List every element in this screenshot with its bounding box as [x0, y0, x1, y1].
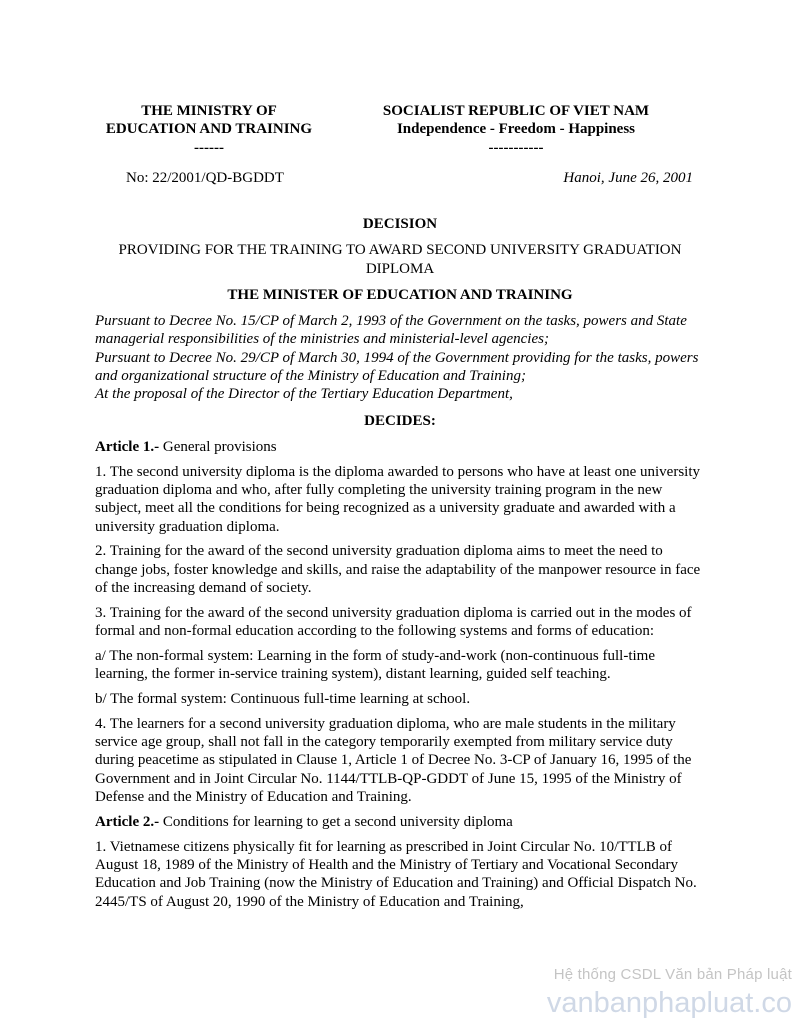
preamble-line: Pursuant to Decree No. 29/CP of March 30, 1994 of the Government providing for the tasks, powers and organizational structure of the Ministry of Education and Training; [95, 349, 699, 385]
article-1-clause-2: 2. Training for the award of the second university graduation diploma aims to meet the need to change jobs, foster knowledge and skills, and raise the adaptability of the manpower resource in face of the increasing demand of society. [95, 543, 701, 597]
preamble-line: Pursuant to Decree No. 15/CP of March 2, 1993 of the Government on the tasks, powers and State managerial responsibilities of the ministries and ministerial-level agencies; [95, 313, 687, 348]
issuer-title: THE MINISTER OF EDUCATION AND TRAINING [227, 286, 573, 303]
document-number: No: 22/2001/QD-BGDDT [126, 170, 284, 186]
document-title: DECISION [362, 216, 438, 232]
article-2-label: Article 2.- [95, 813, 160, 830]
document-body [95, 215, 705, 917]
document-date: Hanoi, June 26, 2001 [563, 170, 693, 186]
article-2-heading [95, 813, 705, 831]
agency-name-line2: EDUCATION AND TRAINING [105, 121, 313, 138]
article-2-clause-1: 1. Vietnamese citizens physically fit for learning as prescribed in Joint Circular No. 10/TTLB of August 18, 1989 of the Ministry of Health and the Ministry of Tertiary and Vocational Secondary Education and Job Training (now the Ministry of Education and Training) and Official Dispatch No. 2445/TS of August 20, 1990 of the Ministry of Education and Training, [95, 838, 697, 910]
decides-heading: DECIDES: [364, 412, 436, 429]
article-1-clause-1: 1. The second university diploma is the diploma awarded to persons who have at least one university graduation diploma and who, after fully completing the university training program in the new subject, meet all the conditions for being recognized as a university graduate and awarded with a university graduation diploma. [95, 463, 701, 535]
issuing-agency-header [95, 102, 323, 157]
article-1-clause-3: 3. Training for the award of the second university graduation diploma is carried out in the modes of formal and non-formal education according to the following systems and forms of education: [95, 604, 692, 640]
national-motto-header [365, 102, 667, 157]
national-motto: Independence - Freedom - Happiness [396, 121, 636, 138]
agency-name-line1: THE MINISTRY OF [141, 103, 277, 119]
country-name: SOCIALIST REPUBLIC OF VIET NAM [382, 103, 650, 119]
site-watermark [547, 966, 792, 1020]
watermark-caption: Hệ thống CSDL Văn bản Pháp luật [553, 966, 792, 983]
preamble [95, 312, 705, 403]
watermark-domain: vanbanphapluat.co [546, 987, 792, 1019]
article-1-clause-4: 4. The learners for a second university graduation diploma, who are male students in the military service age group, shall not fall in the category temporarily exempted from military service duty during peacetime as stipulated in Clause 1, Article 1 of Decree No. 3-CP of January 16, 1995 of the Government and in Joint Circular No. 1144/TTLB-QP-GDDT of June 15, 1995 of the Ministry of Defense and the Ministry of Education and Training. [95, 715, 692, 806]
article-2-title: Conditions for learning to get a second university diploma [159, 813, 513, 830]
preamble-line: At the proposal of the Director of the Tertiary Education Department, [95, 386, 513, 403]
article-1-label: Article 1.- [95, 438, 160, 455]
article-1-heading [95, 438, 705, 456]
article-1-title: General provisions [159, 438, 277, 455]
article-1-clause-3a: a/ The non-formal system: Learning in the form of study-and-work (non-continuous full-time learning, the former in-service training system), distant learning, guided self teaching. [95, 647, 656, 683]
motto-divider: ----------- [488, 139, 544, 156]
document-subtitle: PROVIDING FOR THE TRAINING TO AWARD SECOND UNIVERSITY GRADUATION DIPLOMA [118, 242, 682, 277]
article-1-clause-3b: b/ The formal system: Continuous full-time learning at school. [95, 691, 471, 708]
agency-divider: ------ [194, 139, 224, 156]
